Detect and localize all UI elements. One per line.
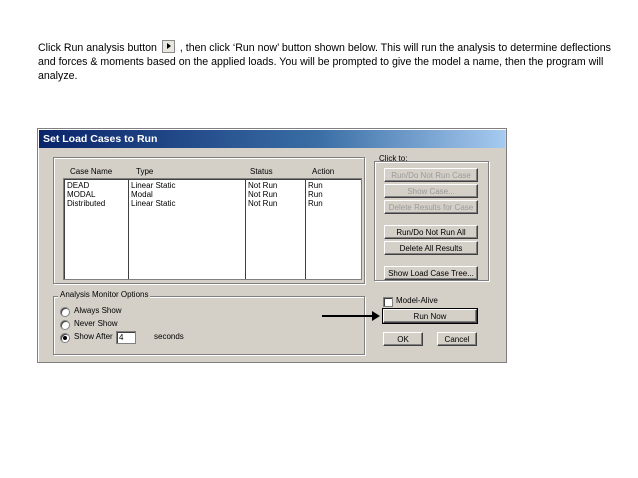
instruction-after-icon: , then click ‘Run now’ button shown below. This will run the analysis to determine deflections and forces & moments based on the applied loads. You will be prompted to give the model a name, then the program will analyze. — [38, 42, 611, 82]
run-now-button[interactable]: Run Now — [383, 309, 477, 323]
show-after-radio[interactable] — [60, 333, 70, 343]
column-separator — [305, 179, 306, 279]
instruction-text — [38, 40, 618, 83]
pointer-arrow — [322, 315, 374, 317]
load-cases-group — [53, 157, 365, 284]
header-status: Status — [250, 167, 273, 176]
delete-results-for-case-button[interactable]: Delete Results for Case — [384, 200, 478, 214]
model-alive-label: Model-Alive — [396, 296, 438, 305]
show-load-case-tree-button[interactable]: Show Load Case Tree... — [384, 266, 478, 280]
click-to-label: Click to: — [379, 154, 408, 163]
pointer-arrow-head — [372, 311, 380, 321]
model-alive-checkbox[interactable] — [383, 297, 393, 307]
set-load-cases-dialog — [37, 128, 507, 363]
cell-status: Not Run — [248, 199, 278, 208]
header-case-name: Case Name — [70, 167, 113, 176]
cell-case-name: DEAD — [67, 181, 90, 190]
run-analysis-icon — [162, 40, 175, 53]
always-show-radio[interactable] — [60, 307, 70, 317]
cell-case-name: Distributed — [67, 199, 106, 208]
never-show-radio[interactable] — [60, 320, 70, 330]
cell-action: Run — [308, 199, 323, 208]
cell-type: Modal — [131, 190, 153, 199]
run-do-not-run-case-button[interactable]: Run/Do Not Run Case — [384, 168, 478, 182]
click-to-group — [374, 154, 489, 281]
header-action: Action — [312, 167, 335, 176]
cell-case-name: MODAL — [67, 190, 96, 199]
analysis-monitor-label: Analysis Monitor Options — [60, 290, 149, 299]
header-type: Type — [136, 167, 154, 176]
seconds-label: seconds — [154, 332, 184, 341]
cell-type: Linear Static — [131, 199, 176, 208]
cell-action: Run — [308, 181, 323, 190]
show-after-seconds-input[interactable]: 4 — [116, 331, 136, 344]
show-case-button[interactable]: Show Case... — [384, 184, 478, 198]
analysis-monitor-group — [53, 290, 365, 355]
instruction-before-icon: Click Run analysis button — [38, 42, 157, 54]
cell-type: Linear Static — [131, 181, 176, 190]
always-show-label: Always Show — [74, 306, 122, 315]
never-show-label: Never Show — [74, 319, 118, 328]
show-after-label: Show After — [74, 332, 113, 341]
run-do-not-run-all-button[interactable]: Run/Do Not Run All — [384, 225, 478, 239]
dialog-title: Set Load Cases to Run — [43, 133, 158, 145]
cell-status: Not Run — [248, 190, 278, 199]
dialog-titlebar[interactable] — [39, 130, 505, 148]
column-separator — [128, 179, 129, 279]
load-cases-list[interactable] — [63, 178, 362, 280]
ok-button[interactable]: OK — [383, 332, 423, 346]
column-separator — [245, 179, 246, 279]
cell-action: Run — [308, 190, 323, 199]
delete-all-results-button[interactable]: Delete All Results — [384, 241, 478, 255]
cancel-button[interactable]: Cancel — [437, 332, 477, 346]
cell-status: Not Run — [248, 181, 278, 190]
